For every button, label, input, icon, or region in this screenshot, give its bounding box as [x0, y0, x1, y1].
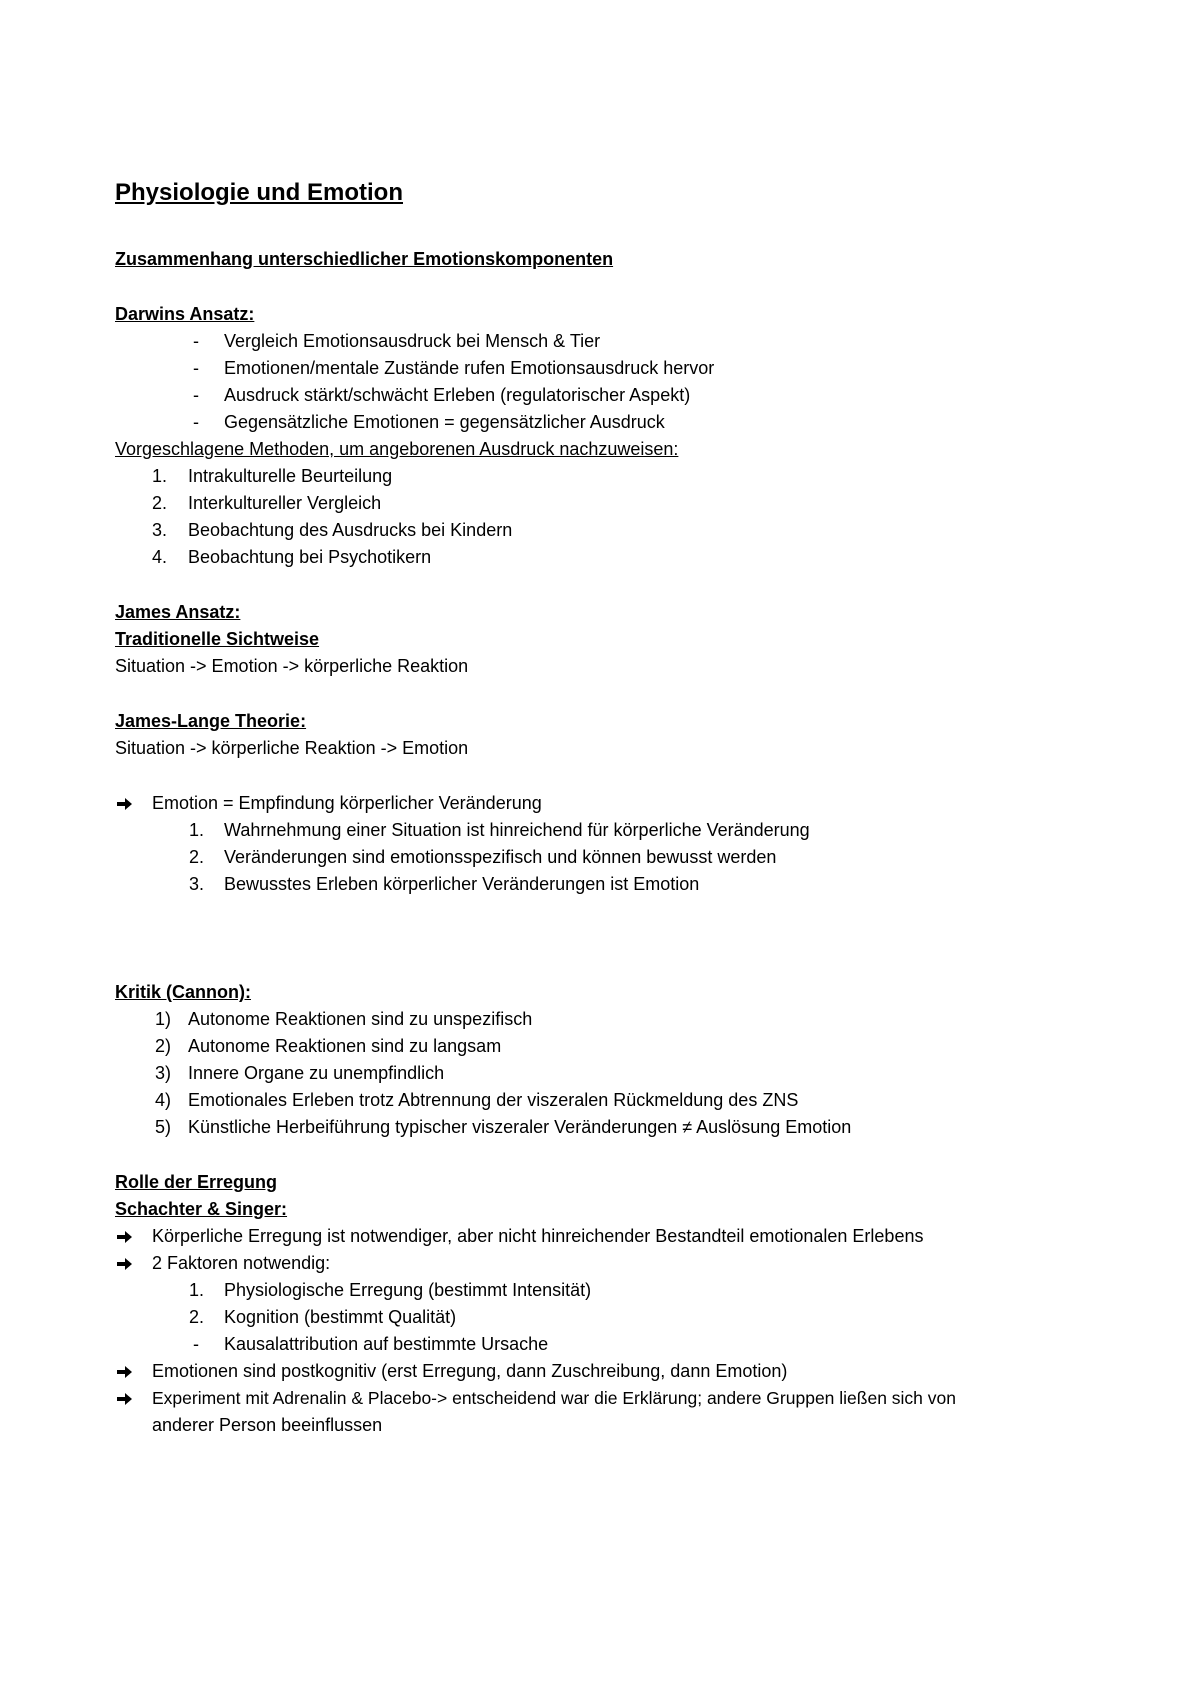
list-marker: - — [193, 358, 199, 378]
list-marker: 3. — [151, 520, 167, 540]
list-item-text: Künstliche Herbeiführung typischer viszeraler Veränderungen ≠ Auslösung Emotion — [188, 1117, 852, 1137]
list-item-text: Autonome Reaktionen sind zu unspezifisch — [188, 1009, 533, 1029]
list-item-text: Vergleich Emotionsausdruck bei Mensch & Tier — [224, 331, 601, 351]
list-marker: 2. — [151, 493, 167, 513]
heading-schachter-singer: Schachter & Singer: — [115, 1199, 288, 1219]
list-item-text: Innere Organe zu unempfindlich — [188, 1063, 445, 1083]
arrow-right-icon — [117, 1230, 133, 1244]
list-item-text: Interkultureller Vergleich — [188, 493, 382, 513]
arrow-right-icon — [117, 1257, 133, 1271]
james-lange-text: Situation -> körperliche Reaktion -> Emotion — [115, 738, 469, 758]
arrow-item-text: anderer Person beeinflussen — [152, 1415, 383, 1435]
heading-darwin: Darwins Ansatz: — [115, 304, 255, 324]
arrow-item-text: 2 Faktoren notwendig: — [152, 1253, 331, 1273]
list-marker: - — [193, 412, 199, 432]
heading-erregung: Rolle der Erregung — [115, 1172, 278, 1192]
list-marker: 2) — [154, 1036, 171, 1056]
heading-james: James Ansatz: — [115, 602, 241, 622]
list-item-text: Emotionales Erleben trotz Abtrennung der viszeralen Rückmeldung des ZNS — [188, 1090, 799, 1110]
list-item-text: Physiologische Erregung (bestimmt Intensität) — [224, 1280, 592, 1300]
list-marker: 1) — [154, 1009, 171, 1029]
list-item-text: Beobachtung bei Psychotikern — [188, 547, 432, 567]
arrow-right-icon — [117, 1365, 133, 1379]
list-item-text: Bewusstes Erleben körperlicher Veränderungen ist Emotion — [224, 874, 700, 894]
arrow-item-text: Emotion = Empfindung körperlicher Veränderung — [152, 793, 542, 813]
list-marker: 1. — [151, 466, 167, 486]
section-heading-zusammenhang: Zusammenhang unterschiedlicher Emotionskomponenten — [115, 249, 614, 269]
list-item-text: Intrakulturelle Beurteilung — [188, 466, 393, 486]
list-item-text: Ausdruck stärkt/schwächt Erleben (regulatorischer Aspekt) — [224, 385, 691, 405]
list-marker: - — [193, 1334, 199, 1354]
heading-methods: Vorgeschlagene Methoden, um angeborenen Ausdruck nachzuweisen: — [115, 439, 679, 459]
arrow-item-text: Körperliche Erregung ist notwendiger, aber nicht hinreichender Bestandteil emotionalen Erlebens — [152, 1226, 924, 1246]
list-item-text: Beobachtung des Ausdrucks bei Kindern — [188, 520, 513, 540]
heading-james-lange: James-Lange Theorie: — [115, 711, 307, 731]
arrow-right-icon — [117, 1392, 133, 1406]
arrow-item-text: Emotionen sind postkognitiv (erst Erregung, dann Zuschreibung, dann Emotion) — [152, 1361, 788, 1381]
list-item-text: Gegensätzliche Emotionen = gegensätzlicher Ausdruck — [224, 412, 665, 432]
list-marker: 2. — [188, 847, 204, 867]
list-marker: 2. — [188, 1307, 204, 1327]
list-marker: - — [193, 331, 199, 351]
arrow-right-icon — [117, 797, 133, 811]
list-marker: 4. — [151, 547, 167, 567]
list-item-text: Kognition (bestimmt Qualität) — [224, 1307, 457, 1327]
list-item-text: Emotionen/mentale Zustände rufen Emotionsausdruck hervor — [224, 358, 715, 378]
list-item-text: Autonome Reaktionen sind zu langsam — [188, 1036, 502, 1056]
heading-kritik: Kritik (Cannon): — [115, 982, 251, 1002]
list-item-text: Veränderungen sind emotionsspezifisch und können bewusst werden — [224, 847, 777, 867]
heading-traditional: Traditionelle Sichtweise — [115, 629, 320, 649]
list-marker: 3. — [188, 874, 204, 894]
list-marker: 4) — [154, 1090, 171, 1110]
arrow-item-text: Experiment mit Adrenalin & Placebo-> entscheidend war die Erklärung; andere Gruppen ließen sich von — [152, 1388, 956, 1408]
traditional-text: Situation -> Emotion -> körperliche Reaktion — [115, 656, 469, 676]
list-marker: - — [193, 385, 199, 405]
list-marker: 1. — [188, 820, 204, 840]
list-marker: 3) — [154, 1063, 171, 1083]
list-marker: 1. — [188, 1280, 204, 1300]
list-marker: 5) — [154, 1117, 171, 1137]
list-item-text: Wahrnehmung einer Situation ist hinreichend für körperliche Veränderung — [224, 820, 810, 840]
list-item-text: Kausalattribution auf bestimmte Ursache — [224, 1334, 549, 1354]
page-title: Physiologie und Emotion — [115, 179, 403, 206]
